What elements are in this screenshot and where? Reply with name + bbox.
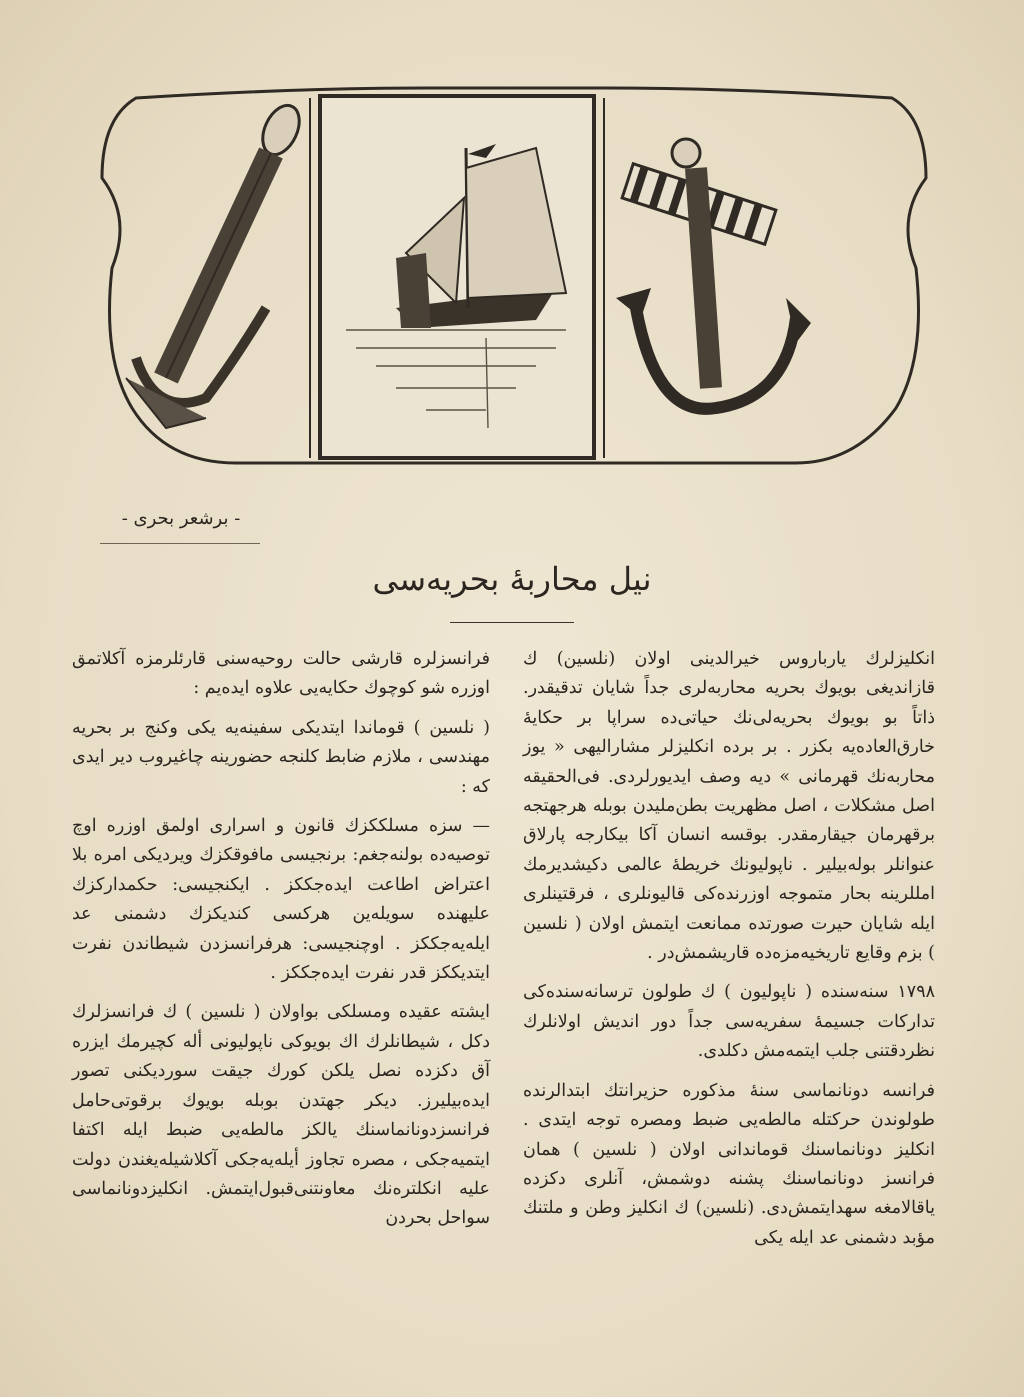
anchor-icon — [616, 139, 811, 409]
anchor-icon — [126, 100, 306, 428]
text-column-left — [72, 645, 490, 1244]
paragraph: ( نلسین ) قوماندا ایتدیکی سفینه‌یه یکی وکنج بر بحریه مهندسی ، ملازم ضابط کلنجه حضورینه چاغیروب دیر ایدی که : — [72, 717, 490, 797]
paragraph: انکلیزلرك یارباروس خیرالدینی اولان (نلسین) ك قازاندیغی بویوك بحریه محاربه‌لری جداً شایان تدقیقدر. ذاتاً بو بویوك بحریه‌لی‌نك حیاتی‌ده سراپا بر حکایهٔ خارق‌العاده‌یه بکزر . بر برده انکلیزلر مشارالیهی « یوز محاربه‌نك قهرمانی » دیه وصف ایدیورلردی. فی‌الحقیقه اصل مشکلات ، اصل مظهریت بطن‌ملیدن بوبله هرجهتجه برقهرمان جیقارمقدر. بوقسه انسان آکا بیکارجه پارلاق عنوانلر بوله‌بیلیر . ناپولیونك خریطهٔ عالمی دکیشدیرمك امللرینه بحار متموجه اوزرنده‌کی قالیونلری ، فرقتینلری ایله شایان حیرت صورتده ممانعت ایتمش اولان ( نلسین ) بزم وقایع تاریخیه‌مزه‌ده قاریشمش‌در . — [523, 649, 935, 964]
paragraph: فرانسزلره قارشی حالت روحیه‌سنی قارئلرمزه آکلاتمق اوزره شو کوچوك حکایه‌یی علاوه ایده‌یم : — [72, 649, 490, 699]
text-column-right — [523, 645, 935, 1263]
header-illustration — [96, 58, 932, 478]
title-divider — [450, 622, 574, 623]
illustration-caption: - برشعر بحری - — [121, 508, 241, 529]
article-title: نیل محاربهٔ بحریه‌سی — [372, 560, 652, 598]
paragraph: ایشته عقیده ومسلکی بواولان ( نلسین ) ك فرانسزلرك دکل ، شیطانلرك اك بویوکی ناپولیونی أله کچیرمك ا‌یزره آق دکزده نصل یلکن کورك جیقت سوردیکنی تصور ایده‌بیلیرز. دیکر جهتدن بوبله بویوك برقوتی‌حامل فرانسزدونانماسنك یالکز مالطه‌یی ضبط ایله اکتفا ایتمیه‌جکی ، مصره تجاوز أیله‌یه‌جکی آکلاشیله‌یغندن دولت علیه انکلتره‌نك معاونتنی‌قبول‌ایتمش. انکلیزدونانماسی سواحل بحردن — [72, 1002, 490, 1229]
paragraph: فرانسه دونانماسی سنهٔ مذکوره حزیرانتك ابتدالرنده طولوندن حرکتله مالطه‌یی ضبط ومصره توجه ایتدی . انکلیز دونانماسنك قوماندانی اولان ( نلسین ) همان فرانسز دونانماسنك پشنه دوشمش، آنلری دکزده یاقالامغه سهدایتمش‌دی. (نلسین) ك انکلیز وطن و ملتنك مؤبد دشمنی عد ایله یکی — [523, 1080, 935, 1248]
paragraph: ۱۷۹۸ سنه‌سنده ( ناپولیون ) ك طولون ترسانه‌سنده‌کی تدارکات جسیمهٔ سفریه‌سی جداً دور اندیش اولانلرك نظردقتنی جلب ایتمه‌مش دکلدی. — [523, 982, 935, 1062]
paragraph: — سزه مسلککزك قانون و اسراری اولمق اوزره اوچ توصیه‌ده بولنه‌جغم: برنجیسی مافوقکزك ویردیکی امره بلا اعتراض اطاعت ایده‌جککز . ایکنجیسی: حکمدارکزك علیهنده سویله‌ین هرکسی کندیکزك دشمنی عد ایله‌یه‌جککز . اوچنجیسی: هرفرانسزدن شیطاندن نفرت ایتدیککز قدر نفرت ایده‌جککز . — [72, 816, 490, 984]
caption-divider — [100, 543, 260, 544]
